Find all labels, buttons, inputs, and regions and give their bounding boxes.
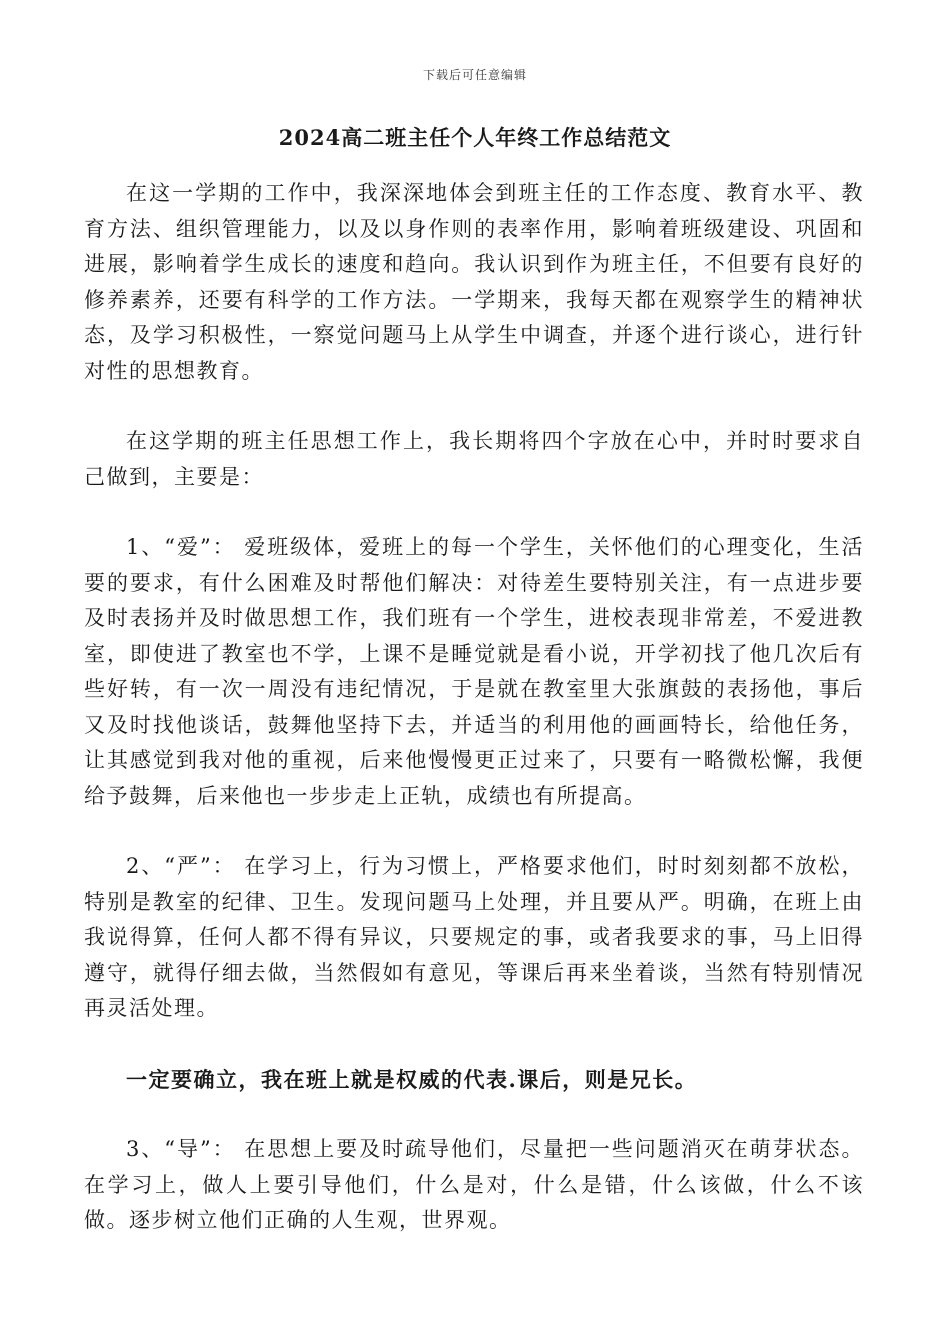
paragraph-four-words: 在这学期的班主任思想工作上，我长期将四个字放在心中，并时时要求自己做到，主要是： [84, 429, 864, 489]
paragraph-strict: 2、“严”： 在学习上，行为习惯上，严格要求他们，时时刻刻都不放松，特别是教室的纪律、卫生。发现问题马上处理，并且要从严。明确，在班上由我说得算，任何人都不得有异议，只要规定的事，或者我要求的事，马上旧得遵守，就得仔细去做，当然假如有意见，等课后再来坐着谈，当然有特别情况再灵活处理。 [84, 854, 864, 1020]
header-note: 下载后可任意编辑 [422, 68, 527, 82]
bold-statement: 一定要确立，我在班上就是权威的代表.课后，则是兄长。 [126, 1066, 698, 1092]
document-title: 2024高二班主任个人年终工作总结范文 [278, 125, 672, 150]
paragraph-intro: 在这一学期的工作中，我深深地体会到班主任的工作态度、教育水平、教育方法、组织管理能力，以及以身作则的表率作用，影响着班级建设、巩固和进展，影响着学生成长的速度和趋向。我认识到作为班主任，不但要有良好的修养素养，还要有科学的工作方法。一学期来，我每天都在观察学生的精神状态，及学习积极性，一察觉问题马上从学生中调查，并逐个进行谈心，进行针对性的思想教育。 [84, 181, 864, 383]
document-body [84, 176, 864, 1239]
paragraph-guide: 3、“导”： 在思想上要及时疏导他们，尽量把一些问题消灭在萌芽状态。在学习上，做人上要引导他们，什么是对，什么是错，什么该做，什么不该做。逐步树立他们正确的人生观，世界观。 [84, 1137, 864, 1232]
paragraph-love: 1、“爱”： 爱班级体，爱班上的每一个学生，关怀他们的心理变化，生活要的要求，有什么困难及时帮他们解决：对待差生要特别关注，有一点进步要及时表扬并及时做思想工作，我们班有一个学生，进校表现非常差，不爱进教室，即使进了教室也不学，上课不是睡觉就是看小说，开学初找了他几次后有些好转，有一次一周没有违纪情况，于是就在教室里大张旗鼓的表扬他，事后又及时找他谈话，鼓舞他坚持下去，并适当的利用他的画画特长，给他任务，让其感觉到我对他的重视，后来他慢慢更正过来了，只要有一略微松懈，我便给予鼓舞，后来他也一步步走上正轨，成绩也有所提高。 [84, 535, 864, 808]
